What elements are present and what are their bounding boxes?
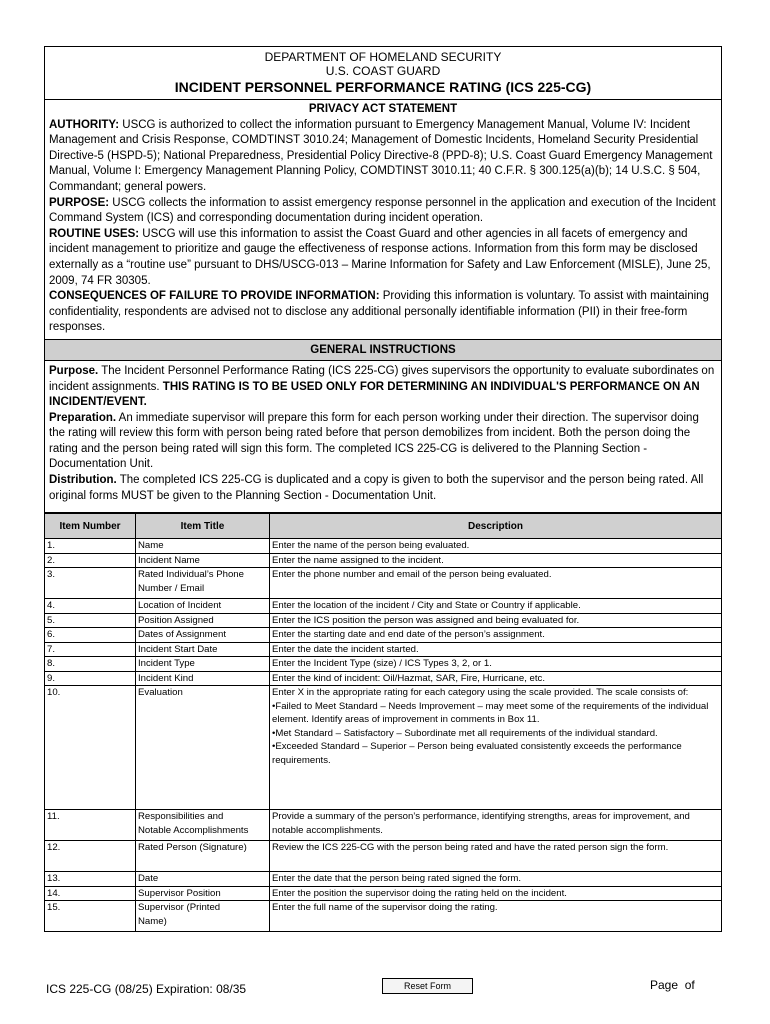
table-row [45, 901, 722, 932]
item-title [136, 628, 270, 643]
item-number: 13. [45, 872, 136, 887]
department-name: DEPARTMENT OF HOMELAND SECURITY [264, 50, 502, 64]
item-description-line: Enter X in the appropriate rating for each category using the scale provided. The scale consists of: [272, 687, 689, 699]
item-description [270, 613, 722, 628]
instructions-purpose [49, 364, 717, 411]
item-description-line: Enter the ICS position the person was assigned and being evaluated for. [272, 614, 580, 626]
item-title-line: Incident Name [138, 554, 200, 566]
item-title-line: Date [138, 873, 159, 885]
item-description-line: •Exceeded Standard – Superior – Person being evaluated consistently exceeds the performance requirements. [272, 741, 682, 766]
item-description-line: Enter the position the supervisor doing the rating held on the incident. [272, 887, 567, 899]
table-header-row [45, 514, 722, 539]
item-number: 4. [45, 599, 136, 614]
item-title [136, 553, 270, 568]
item-description [270, 841, 722, 872]
item-description-line: Enter the name of the person being evaluated. [272, 540, 470, 552]
item-title [136, 599, 270, 614]
item-description-line: Enter the phone number and email of the person being evaluated. [272, 569, 552, 581]
distribution-text: The completed ICS 225-CG is duplicated and a copy is given to both the supervisor and the person being rated. All original forms MUST be given to the Planning Section - Documentation Unit. [49, 474, 704, 502]
item-description [270, 553, 722, 568]
item-description-line: Enter the name assigned to the incident. [272, 554, 444, 566]
item-title [136, 886, 270, 901]
item-number: 10. [45, 686, 136, 810]
item-title-line: Supervisor Position [138, 887, 221, 899]
item-number: 6. [45, 628, 136, 643]
privacy-title: PRIVACY ACT STATEMENT [308, 103, 458, 115]
item-description [270, 886, 722, 901]
item-title [136, 642, 270, 657]
item-title-line: Notable Accomplishments [138, 824, 249, 836]
item-title-line: Responsibilities and [138, 811, 224, 823]
reset-form-button[interactable]: Reset Form [382, 978, 473, 994]
item-description [270, 599, 722, 614]
item-number: 8. [45, 657, 136, 672]
item-description-line: Enter the date the incident started. [272, 643, 419, 655]
table-row [45, 686, 722, 810]
consequences-label: CONSEQUENCES OF FAILURE TO PROVIDE INFORMATION: [49, 290, 380, 303]
item-title [136, 568, 270, 599]
item-number: 14. [45, 886, 136, 901]
item-description-line: Enter the location of the incident / City and State or Country if applicable. [272, 600, 581, 612]
header-item-title: Item Title [136, 514, 270, 539]
item-title [136, 539, 270, 554]
table-row [45, 628, 722, 643]
instructions-purpose-label: Purpose. [49, 364, 99, 377]
item-title [136, 686, 270, 810]
item-title-line: Incident Type [138, 658, 195, 670]
form-footer [44, 978, 722, 1002]
item-number: 2. [45, 553, 136, 568]
item-title [136, 841, 270, 872]
instructions-purpose-emphasis: THIS RATING IS TO BE USED ONLY FOR DETERMINING AN INDIVIDUAL'S PERFORMANCE ON AN INCIDENT/EVENT. [49, 380, 700, 409]
item-title-line: Rated Individual’s Phone [138, 569, 244, 581]
item-description [270, 539, 722, 554]
authority-paragraph [49, 118, 717, 149]
authority-paragraph-continued: Directive-5 (HSPD-5); National Preparedness, Presidential Policy Directive-8 (PPD-8); U.S. Coast Guard Emergency Management Manual, Volume I: Emergency Management Planning Policy, COMDTINST 3010.11; 40 C.F.R. § 300.125(a)(b); 14 U.S.C. § 504, Commandant; general powers. [49, 149, 713, 193]
instructions-distribution [49, 473, 717, 504]
item-description [270, 872, 722, 887]
table-row [45, 886, 722, 901]
table-row [45, 841, 722, 872]
item-title-line: Name [138, 540, 164, 552]
consequences-paragraph [49, 289, 717, 336]
item-description-line: Enter the full name of the supervisor doing the rating. [272, 902, 498, 914]
item-title [136, 810, 270, 841]
item-description [270, 628, 722, 643]
table-body [45, 539, 722, 932]
table-row [45, 872, 722, 887]
item-number: 5. [45, 613, 136, 628]
table-row [45, 568, 722, 599]
table-row [45, 642, 722, 657]
purpose-paragraph [49, 196, 717, 227]
instructions-purpose-text: The Incident Personnel Performance Rating (ICS 225-CG) gives supervisors the opportunity to evaluate subordinates on incident assignments. [49, 364, 715, 393]
item-title [136, 872, 270, 887]
routine-uses-paragraph [49, 227, 717, 289]
item-title-line: Name) [138, 915, 167, 927]
item-description [270, 657, 722, 672]
item-title-line: Incident Kind [138, 672, 194, 684]
item-description [270, 686, 722, 810]
item-description-line: •Met Standard – Satisfactory – Subordinate met all requirements of the individual standard. [272, 727, 658, 739]
privacy-act-statement [44, 100, 722, 340]
agency-name: U.S. COAST GUARD [325, 64, 441, 78]
consequences-text: Providing this information is voluntary. To assist with maintaining confidentiality, respondents are advised not to disclose any additional personally identifiable information (PII) in their free-form responses. [49, 290, 709, 334]
table-row [45, 539, 722, 554]
form-id: ICS 225-CG (08/25) Expiration: 08/35 [46, 982, 247, 996]
item-number: 1. [45, 539, 136, 554]
item-description-line: Review the ICS 225-CG with the person being rated and have the rated person sign the form. [272, 842, 669, 854]
item-description [270, 901, 722, 932]
item-description [270, 671, 722, 686]
routine-uses-text: USCG will use this information to assist the Coast Guard and other agencies in all facets of emergency and incident management to prioritize and gauge the effectiveness of response actions. Information from this form may be disclosed externally as a “routine use” pursuant to DHS/USCG-013 – Marine Information for Safety and Law Enforcement (MISLE), June 25, 2009, 74 FR 30305. [49, 227, 711, 287]
header-description: Description [270, 514, 722, 539]
general-instructions [44, 361, 722, 513]
purpose-label: PURPOSE: [49, 196, 110, 209]
preparation-text: An immediate supervisor will prepare this form for each person working under their direction. The supervisor doing the rating will review this form with person being rated before that person demobilizes from incident. Both the person doing the rating and the person being rated will sign this form. The completed ICS 225-CG is delivered to the Planning Section - Documentation Unit. [49, 411, 699, 471]
item-title-line: Number / Email [138, 582, 205, 594]
item-description-line: Enter the starting date and end date of the person’s assignment. [272, 629, 545, 641]
item-title-line: Dates of Assignment [138, 629, 226, 641]
table-row [45, 671, 722, 686]
authority-label: AUTHORITY: [49, 118, 120, 131]
table-row [45, 613, 722, 628]
item-description-line: Enter the kind of incident: Oil/Hazmat, SAR, Fire, Hurricane, etc. [272, 672, 545, 684]
item-number: 12. [45, 841, 136, 872]
item-title-line: Evaluation [138, 687, 183, 699]
instructions-table [44, 513, 722, 932]
item-description-line: •Failed to Meet Standard – Needs Improvement – may meet some of the requirements of the individual element. Identify areas of improvement in comments in Box 11. [272, 700, 709, 726]
table-row [45, 657, 722, 672]
of-label: of [684, 978, 695, 992]
item-description [270, 810, 722, 841]
form-page [44, 46, 722, 932]
item-title [136, 613, 270, 628]
item-title-line: Position Assigned [138, 614, 214, 626]
item-number: 9. [45, 671, 136, 686]
routine-uses-label: ROUTINE USES: [49, 227, 140, 240]
form-header [44, 46, 722, 100]
item-title [136, 671, 270, 686]
instructions-preparation [49, 411, 717, 473]
item-number: 7. [45, 642, 136, 657]
form-title: INCIDENT PERSONNEL PERFORMANCE RATING (ICS 225-CG) [174, 79, 592, 95]
authority-text: USCG is authorized to collect the information pursuant to Emergency Management Manual, Volume IV: Incident Management and Crisis Response, COMDTINST 3010.24; Management of Domestic Incidents, Homeland Security Presidential [49, 118, 699, 147]
item-description [270, 642, 722, 657]
item-number: 15. [45, 901, 136, 932]
purpose-text: USCG collects the information to assist emergency response personnel in the application and execution of the Incident Command System (ICS) and corresponding documentation during incident operation. [49, 196, 716, 225]
item-title-line: Supervisor (Printed [138, 902, 221, 914]
item-title [136, 901, 270, 932]
table-row [45, 553, 722, 568]
table-row [45, 810, 722, 841]
item-title-line: Incident Start Date [138, 643, 218, 655]
header-item-number: Item Number [45, 514, 136, 539]
distribution-label: Distribution. [49, 474, 117, 487]
table-row [45, 599, 722, 614]
item-description-line: Provide a summary of the person’s performance, identifying strengths, areas for improvement, and notable accomplishments. [272, 811, 690, 836]
item-title-line: Location of Incident [138, 600, 222, 612]
item-title [136, 657, 270, 672]
item-title-line: Rated Person (Signature) [138, 842, 247, 854]
item-number: 11. [45, 810, 136, 841]
general-instructions-title: GENERAL INSTRUCTIONS [44, 340, 722, 361]
preparation-label: Preparation. [49, 411, 117, 424]
item-description [270, 568, 722, 599]
item-description-line: Enter the date that the person being rated signed the form. [272, 873, 522, 885]
item-description-line: Enter the Incident Type (size) / ICS Types 3, 2, or 1. [272, 658, 492, 670]
page-of [650, 978, 695, 992]
item-number: 3. [45, 568, 136, 599]
page-label: Page [650, 978, 679, 992]
